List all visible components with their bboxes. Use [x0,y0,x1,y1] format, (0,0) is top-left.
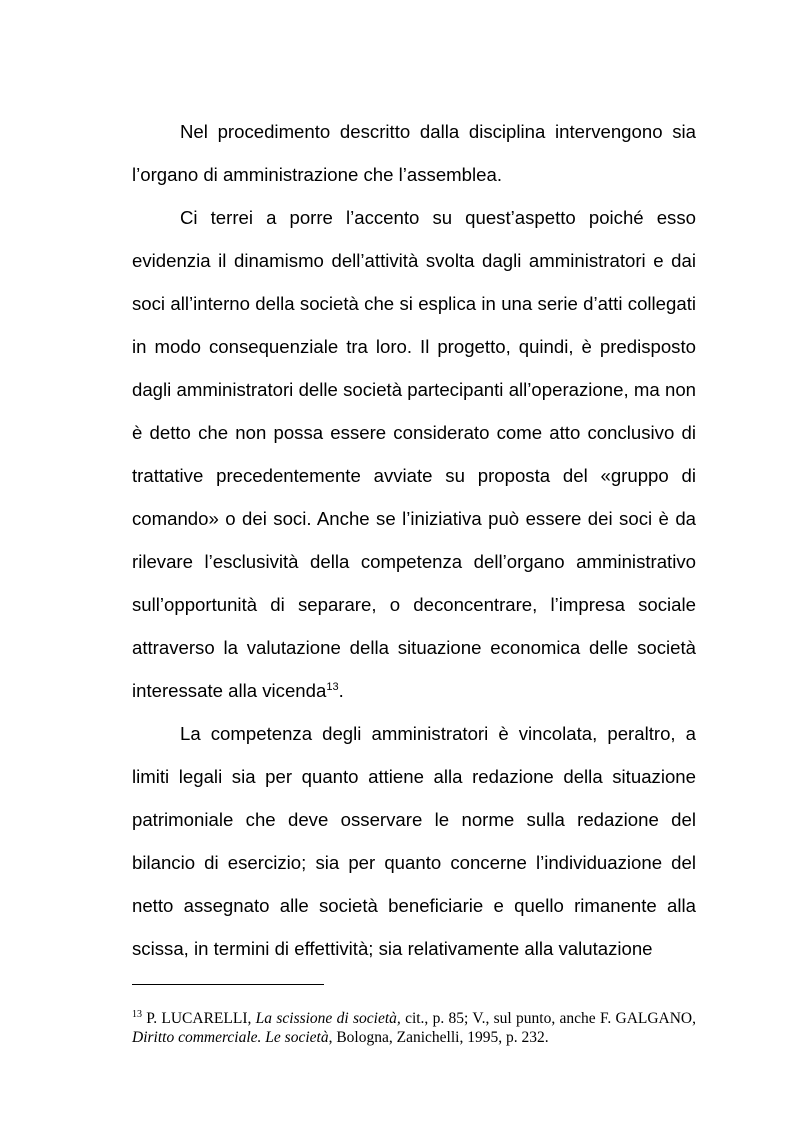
footnote [132,1009,696,1047]
footnote-separator [132,984,324,985]
footnote-number: 13 [132,1009,142,1020]
footnote-reference[interactable]: 13 [326,681,339,693]
paragraph-2-end: . [338,680,344,701]
body-text [132,110,696,970]
footnote-title-2: Diritto commerciale. Le società [132,1029,329,1046]
footnote-text-2: cit., p. 85; V., sul punto, anche F. GALGANO, [400,1010,697,1027]
paragraph-2 [132,196,696,712]
footnote-text-1: P. LUCARELLI, [142,1010,256,1027]
paragraph-1: Nel procedimento descritto dalla disciplina intervengono sia l’organo di amministrazione che l’assemblea. [132,121,696,185]
footnote-title-1: La scissione di società, [255,1010,401,1027]
paragraph-3: La competenza degli amministratori è vincolata, peraltro, a limiti legali sia per quanto attiene alla redazione della situazione patrimoniale che deve osservare le norme sulla redazione del bilancio di esercizio; sia per quanto concerne l’individuazione del netto assegnato alle società beneficiarie e quello rimanente alla scissa, in termini di effettività; sia relativamente alla valutazione [132,723,696,959]
paragraph-2-text: Ci terrei a porre l’accento su quest’aspetto poiché esso evidenzia il dinamismo dell’attività svolta dagli amministratori e dai soci all’interno della società che si esplica in una serie d’atti collegati in modo consequenziale tra loro. Il progetto, quindi, è predisposto dagli amministratori delle società partecipanti all’operazione, ma non è detto che non possa essere considerato come atto conclusivo di trattative precedentemente avviate su proposta del «gruppo di comando» o dei soci. Anche se l’iniziativa può essere dei soci è da rilevare l’esclusività della competenza dell’organo amministrativo sull’opportunità di separare, o deconcentrare, l’impresa sociale attraverso la valutazione della situazione economica delle società interessate alla vicenda [132,207,696,701]
footnote-text-3: , Bologna, Zanichelli, 1995, p. 232. [328,1029,549,1046]
